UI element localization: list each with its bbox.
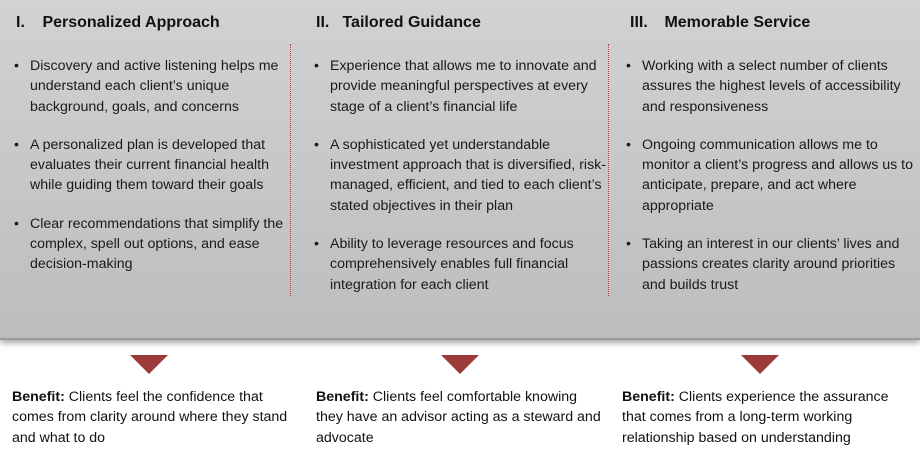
list-item: • Discovery and active listening helps me understand each client’s unique background, goals, and concerns: [14, 58, 279, 115]
benefit-text: Clients experience the assurance that comes from a long-term working relationship based on understanding: [622, 389, 889, 446]
list-item: • Taking an interest in our clients’ lives and passions creates clarity around priorities and builds trust: [626, 236, 900, 293]
pillar-heading: [16, 14, 220, 32]
pillar-bullet-list: [626, 56, 918, 313]
pillar-title: Memorable Service: [664, 14, 811, 31]
pillar-bullet-list: [314, 56, 606, 313]
list-item: • Working with a select number of clients assures the highest levels of accessibility and responsiveness: [626, 58, 901, 115]
list-item: • Experience that allows me to innovate and provide meaningful perspectives at every stage of a client’s financial life: [314, 58, 597, 115]
bullet-icon: •: [14, 215, 19, 232]
list-item: • Ability to leverage resources and focus comprehensively enables full financial integration for each client: [314, 236, 574, 293]
benefit-statement: [316, 387, 606, 448]
down-arrow-icon: [130, 355, 168, 374]
bullet-icon: •: [626, 136, 631, 153]
pillar-numeral: I.: [16, 14, 25, 31]
bullet-icon: •: [626, 58, 631, 74]
benefit-text: Clients feel comfortable knowing they have an advisor acting as a steward and advocate: [316, 389, 601, 446]
list-item: • A sophisticated yet understandable investment approach that is diversified, risk-managed, efficient, and tied to each client’s stated objectives in their plan: [314, 136, 606, 214]
bullet-icon: •: [314, 236, 319, 253]
bullet-icon: •: [14, 58, 19, 74]
pillar-numeral: II.: [316, 14, 330, 31]
list-item: • Clear recommendations that simplify the complex, spell out options, and ease decision-making: [14, 215, 284, 273]
benefit-label: Benefit:: [12, 389, 65, 405]
list-item: • A personalized plan is developed that evaluates their current financial health while guiding them toward their goals: [14, 136, 269, 194]
bullet-icon: •: [314, 136, 319, 153]
benefit-statement: [12, 387, 292, 448]
bullet-icon: •: [626, 236, 631, 253]
bullet-icon: •: [14, 136, 19, 153]
down-arrow-icon: [441, 355, 479, 374]
pillar-memorable-service: [610, 0, 920, 338]
pillar-personalized-approach: [0, 0, 300, 338]
pillar-bullet-list: [14, 56, 294, 293]
list-item: • Ongoing communication allows me to monitor a client’s progress and allows us to anticipate, prepare, and act where appropriate: [626, 136, 914, 214]
pillar-title: Tailored Guidance: [342, 14, 481, 31]
pillar-tailored-guidance: [300, 0, 610, 338]
benefit-statement: [622, 387, 912, 448]
bullet-icon: •: [314, 58, 319, 74]
benefit-label: Benefit:: [316, 389, 369, 405]
pillar-title: Personalized Approach: [42, 14, 220, 31]
down-arrow-icon: [741, 355, 779, 374]
pillar-numeral: III.: [630, 14, 648, 31]
benefit-label: Benefit:: [622, 389, 675, 405]
benefit-text: Clients feel the confidence that comes from clarity around where they stand and what to do: [12, 389, 288, 446]
pillar-heading: [630, 14, 810, 32]
pillar-heading: [316, 14, 481, 32]
